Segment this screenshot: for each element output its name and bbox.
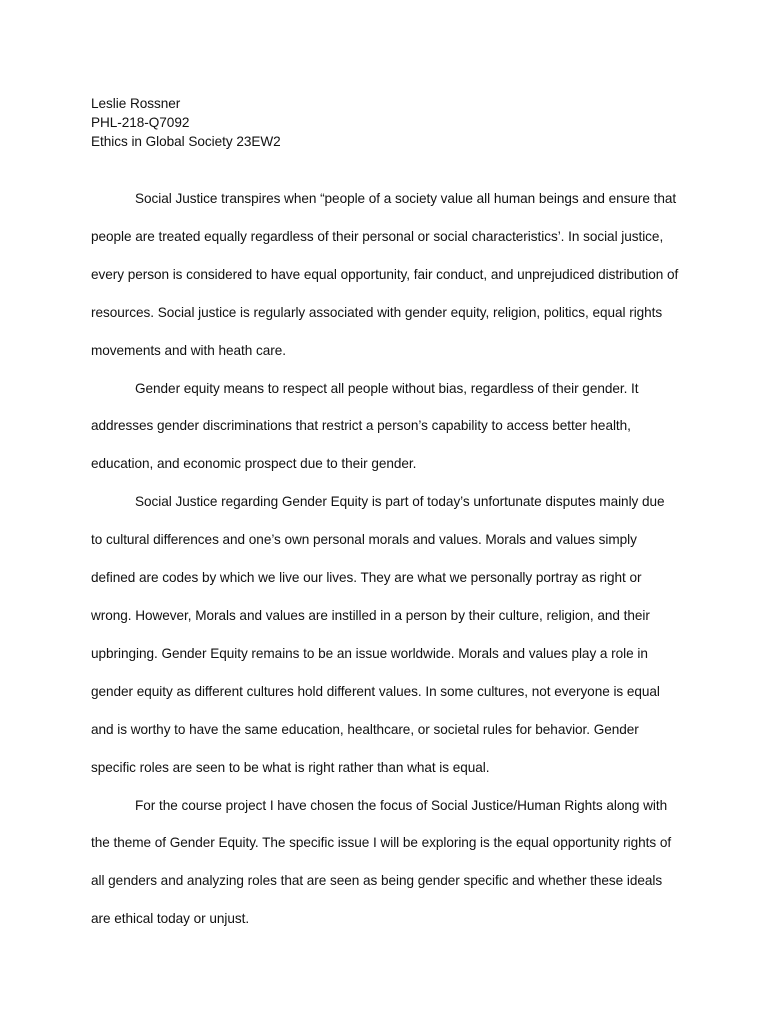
course-title: Ethics in Global Society 23EW2 [91,134,281,149]
course-code: PHL-218-Q7092 [91,115,190,130]
paragraph-morals-values: Social Justice regarding Gender Equity is part of today’s unfortunate disputes mainly due to cultural differences and one’s own personal morals and values. Morals and values simply defined are codes by which we live our lives. They are what we personally portray as right or wrong. However, Morals and values are instilled in a person by their culture, religion, and their upbringing. Gender Equity remains to be an issue worldwide. Morals and values play a role in gender equity as different cultures hold different values. In some cultures, not everyone is equal and is worthy to have the same education, healthcare, or societal rules for behavior. Gender specific roles are seen to be what is right rather than what is equal. [91,494,665,775]
paragraph-gender-equity: Gender equity means to respect all people without bias, regardless of their gender. It addresses gender discriminations that restrict a person’s capability to access better health, education, and economic prospect due to their gender. [91,380,639,472]
document-header [91,94,691,151]
document-body [91,180,679,938]
paragraph-course-project: For the course project I have chosen the focus of Social Justice/Human Rights along with the theme of Gender Equity. The specific issue I will be exploring is the equal opportunity rights of all genders and analyzing roles that are seen as being gender specific and whether these ideals are ethical today or unjust. [91,797,672,927]
author-name: Leslie Rossner [91,96,181,111]
paragraph-social-justice: Social Justice transpires when “people of a society value all human beings and ensure that people are treated equally regardless of their personal or social characteristics’. In social justice, every person is considered to have equal opportunity, fair conduct, and unprejudiced distribution of resources. Social justice is regularly associated with gender equity, religion, politics, equal rights movements and with heath care. [91,191,679,358]
